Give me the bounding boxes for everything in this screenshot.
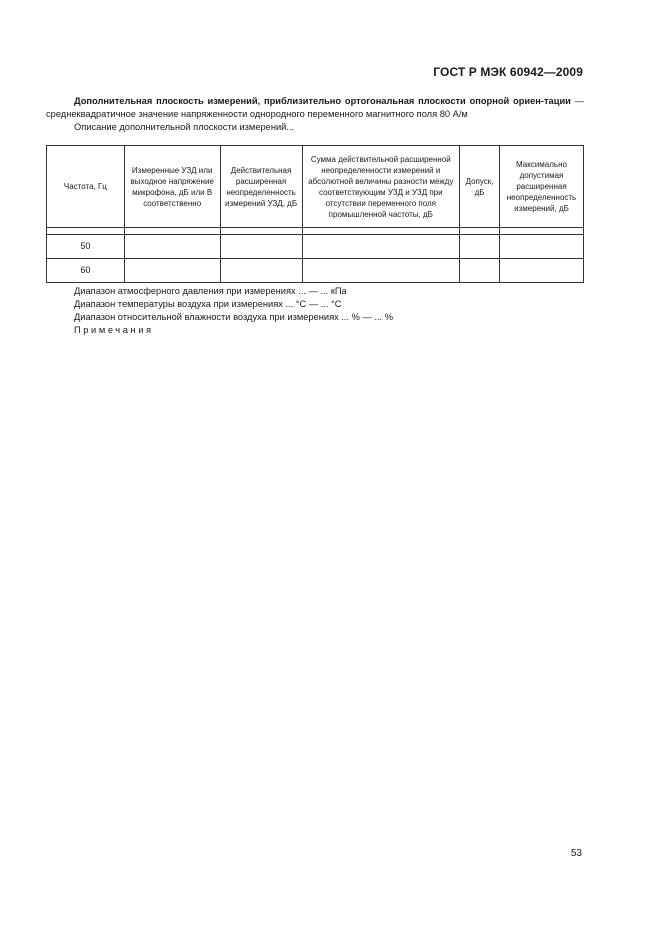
table-row [47,235,584,259]
remarks-heading: Примечания [74,325,154,335]
spacer-cell [220,228,302,235]
cell-actual-uncertainty [220,259,302,283]
cell-sum-uncertainty [302,259,460,283]
cell-sum-uncertainty [302,235,460,259]
cell-tolerance [460,259,500,283]
spacer-cell [500,228,584,235]
col-header-tolerance: Допуск, дБ [460,146,500,228]
humidity-range: Диапазон относительной влажности воздуха при измерениях ... % — ... % [74,312,393,322]
cell-max-uncertainty [500,235,584,259]
plane-description: Описание дополнительной плоскости измерений... [74,122,295,132]
page-number: 53 [570,848,582,859]
col-header-frequency: Частота, Гц [47,146,125,228]
cell-measured-level [124,235,220,259]
table-header-row [47,146,584,228]
temperature-range: Диапазон температуры воздуха при измерениях ... °C — ... °C [74,299,342,309]
measurement-table [46,145,584,283]
cell-frequency: 60 [47,259,125,283]
intro-section [46,95,584,134]
cell-max-uncertainty [500,259,584,283]
cell-actual-uncertainty [220,235,302,259]
spacer-cell [460,228,500,235]
table-spacer-row [47,228,584,235]
spacer-cell [47,228,125,235]
intro-rest-text: — среднеквадратичное значение напряженности однородного переменного магнитного поля 80 А/м [46,96,584,119]
cell-frequency: 50 [47,235,125,259]
intro-paragraph [46,95,584,121]
intro-bold-text: Дополнительная плоскость измерений, приблизительно ортогональная плоскости опорной ориен-тации [74,96,571,106]
cell-measured-level [124,259,220,283]
col-header-measured-level: Измеренные УЗД или выходное напряжение микрофона, дБ или В соответственно [124,146,220,228]
col-header-max-uncertainty: Максимально допустимая расширенная неопределенность измерений, дБ [500,146,584,228]
cell-tolerance [460,235,500,259]
spacer-cell [302,228,460,235]
notes-section [74,285,574,337]
pressure-range: Диапазон атмосферного давления при измерениях ... — ... кПа [74,286,347,296]
spacer-cell [124,228,220,235]
col-header-actual-uncertainty: Действительная расширенная неопределенность измерений УЗД, дБ [220,146,302,228]
document-header: ГОСТ Р МЭК 60942—2009 [433,65,583,79]
table-row [47,259,584,283]
col-header-sum-uncertainty: Сумма действительной расширенной неопределенности измерений и абсолютной величины разности между соответствующим УЗД и УЗД при отсутствии переменного поля промышленной частоты, дБ [302,146,460,228]
